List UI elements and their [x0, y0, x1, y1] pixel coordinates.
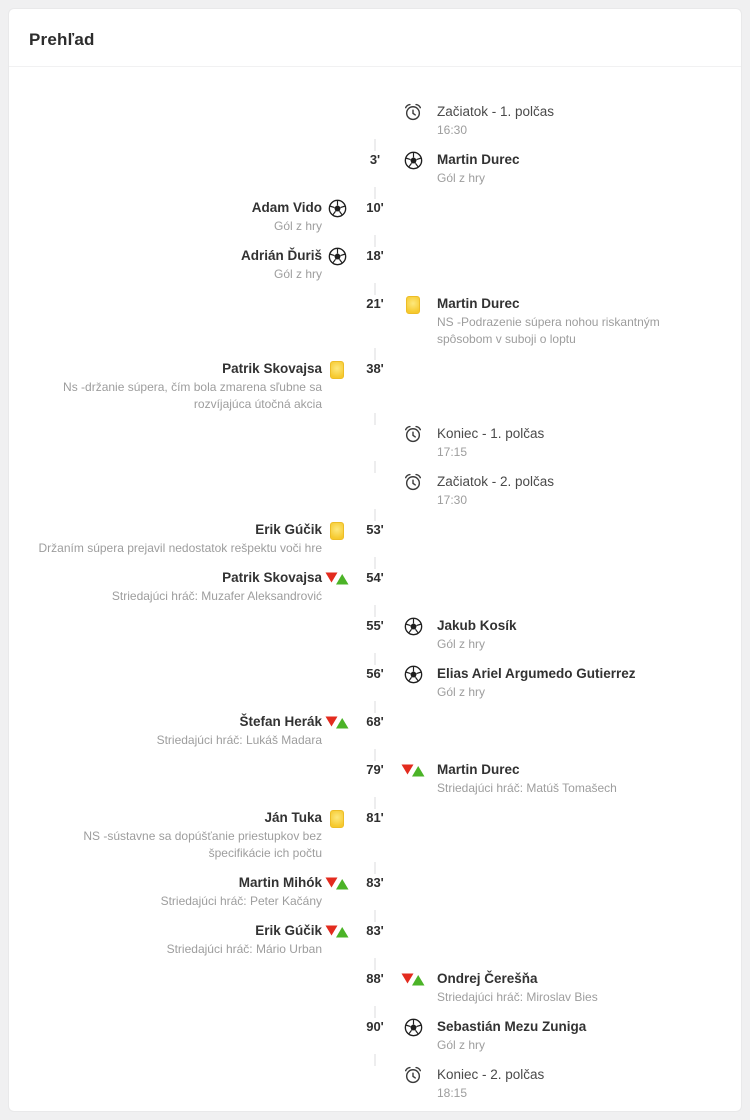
goal-icon — [400, 665, 426, 685]
icon-slot-empty — [400, 199, 426, 219]
event-description: Striedajúci hráč: Muzafer Aleksandrović — [111, 589, 322, 603]
icon-slot-empty — [324, 617, 350, 637]
icon-slot-empty — [400, 874, 426, 894]
timeline-event — [33, 521, 717, 557]
event-description: Gól z hry — [437, 171, 486, 185]
event-description: Ns -držanie súpera, čím bola zmarena sľubne sa rozvíjajúca útočná akcia — [63, 380, 322, 411]
event-text — [33, 521, 324, 557]
icon-slot-empty — [400, 247, 426, 267]
event-text — [426, 761, 717, 797]
player-name: Erik Gúčik — [255, 923, 322, 938]
period-time: 17:30 — [437, 493, 468, 507]
minute-label: 83' — [366, 923, 384, 938]
player-name: Adam Vido — [251, 200, 322, 215]
event-text — [33, 874, 324, 910]
player-name: Elias Ariel Argumedo Gutierrez — [437, 666, 636, 681]
timeline-event — [33, 199, 717, 235]
player-name: Ondrej Čerešňa — [437, 971, 538, 986]
event-text — [426, 665, 717, 701]
timeline-event — [33, 103, 717, 139]
substitution-icon — [400, 761, 426, 781]
minute-label: 55' — [366, 618, 384, 633]
event-text — [426, 617, 717, 653]
timeline-event — [33, 970, 717, 1006]
event-description: NS -sústavne sa dopúšťanie priestupkov bez špecifikácie ich počtu — [83, 829, 322, 860]
period-label: Koniec - 1. polčas — [437, 426, 545, 441]
event-description: Gól z hry — [437, 637, 486, 651]
icon-slot-empty — [324, 103, 350, 123]
substitution-icon — [324, 569, 350, 589]
timeline-event — [33, 247, 717, 283]
event-text — [426, 151, 717, 187]
period-label: Začiatok - 1. polčas — [437, 104, 555, 119]
event-text — [33, 360, 324, 413]
icon-slot-empty — [400, 360, 426, 380]
player-name: Martin Mihók — [238, 875, 322, 890]
overview-card — [8, 8, 742, 1112]
minute-label: 81' — [366, 810, 384, 825]
period-label: Koniec - 2. polčas — [437, 1067, 545, 1082]
timeline-event — [33, 569, 717, 605]
timeline-event — [33, 473, 717, 509]
goal-icon — [400, 617, 426, 637]
event-text — [33, 713, 324, 749]
timeline-event — [33, 360, 717, 413]
minute-label: 79' — [366, 762, 384, 777]
event-description: Striedajúci hráč: Lukáš Madara — [156, 733, 322, 747]
goal-icon — [400, 151, 426, 171]
minute-label: 21' — [366, 296, 384, 311]
page-title: Prehľad — [29, 30, 95, 49]
event-text — [33, 247, 324, 283]
event-description: Gól z hry — [437, 1038, 486, 1052]
timeline-event — [33, 425, 717, 461]
event-text — [426, 425, 717, 461]
card-header — [9, 9, 741, 67]
substitution-icon — [324, 922, 350, 942]
timeline-event — [33, 922, 717, 958]
minute-label: 54' — [366, 570, 384, 585]
player-name: Ján Tuka — [264, 810, 322, 825]
timeline-event — [33, 1018, 717, 1054]
player-name: Martin Durec — [437, 152, 520, 167]
minute-label: 90' — [366, 1019, 384, 1034]
timeline-event — [33, 809, 717, 862]
event-description: Gól z hry — [273, 219, 322, 233]
timeline-event — [33, 295, 717, 348]
player-name: Jakub Kosík — [437, 618, 517, 633]
event-text — [426, 1018, 717, 1054]
minute-label: 3' — [369, 152, 381, 167]
event-description: Gól z hry — [437, 685, 486, 699]
icon-slot-empty — [324, 425, 350, 445]
event-text — [426, 473, 717, 509]
period-time: 17:15 — [437, 445, 468, 459]
goal-icon — [324, 247, 350, 267]
clock-icon — [400, 103, 426, 123]
event-description: Držaním súpera prejavil nedostatok rešpektu voči hre — [38, 541, 322, 555]
goal-icon — [400, 1018, 426, 1038]
player-name: Erik Gúčik — [255, 522, 322, 537]
substitution-icon — [400, 970, 426, 990]
clock-icon — [400, 1066, 426, 1086]
clock-icon — [400, 473, 426, 493]
player-name: Patrik Skovajsa — [222, 361, 322, 376]
player-name: Patrik Skovajsa — [222, 570, 322, 585]
icon-slot-empty — [324, 1018, 350, 1038]
player-name: Štefan Herák — [239, 714, 322, 729]
event-text — [426, 970, 717, 1006]
timeline-event — [33, 1066, 717, 1102]
timeline-event — [33, 874, 717, 910]
minute-label: 38' — [366, 361, 384, 376]
yellow-card-icon — [324, 809, 350, 829]
icon-slot-empty — [400, 521, 426, 541]
period-time: 18:15 — [437, 1086, 468, 1100]
timeline-event — [33, 617, 717, 653]
goal-icon — [324, 199, 350, 219]
player-name: Adrián Ďuriš — [240, 248, 322, 263]
event-description: Gól z hry — [273, 267, 322, 281]
timeline-event — [33, 665, 717, 701]
event-text — [33, 569, 324, 605]
yellow-card-icon — [324, 360, 350, 380]
event-text — [33, 199, 324, 235]
yellow-card-icon — [400, 295, 426, 315]
period-label: Začiatok - 2. polčas — [437, 474, 555, 489]
event-description: Striedajúci hráč: Miroslav Bies — [437, 990, 598, 1004]
event-text — [33, 809, 324, 862]
icon-slot-empty — [400, 569, 426, 589]
icon-slot-empty — [324, 761, 350, 781]
icon-slot-empty — [324, 151, 350, 171]
icon-slot-empty — [324, 665, 350, 685]
event-description: Striedajúci hráč: Mário Urban — [166, 942, 322, 956]
player-name: Sebastián Mezu Zuniga — [437, 1019, 587, 1034]
icon-slot-empty — [400, 809, 426, 829]
minute-label: 88' — [366, 971, 384, 986]
event-text — [33, 922, 324, 958]
timeline-event — [33, 761, 717, 797]
event-description: Striedajúci hráč: Peter Kačány — [160, 894, 322, 908]
substitution-icon — [324, 874, 350, 894]
player-name: Martin Durec — [437, 762, 520, 777]
icon-slot-empty — [324, 970, 350, 990]
icon-slot-empty — [400, 713, 426, 733]
event-description: Striedajúci hráč: Matúš Tomašech — [437, 781, 617, 795]
yellow-card-icon — [324, 521, 350, 541]
minute-label: 56' — [366, 666, 384, 681]
event-text — [426, 103, 717, 139]
period-time: 16:30 — [437, 123, 468, 137]
event-description: NS -Podrazenie súpera nohou riskantným spôsobom v suboji o loptu — [437, 315, 660, 346]
minute-label: 18' — [366, 248, 384, 263]
minute-label: 68' — [366, 714, 384, 729]
minute-label: 10' — [366, 200, 384, 215]
minute-label: 53' — [366, 522, 384, 537]
icon-slot-empty — [324, 1066, 350, 1086]
minute-label: 83' — [366, 875, 384, 890]
event-text — [426, 295, 717, 348]
clock-icon — [400, 425, 426, 445]
timeline-event — [33, 713, 717, 749]
timeline-event — [33, 151, 717, 187]
icon-slot-empty — [324, 473, 350, 493]
event-text — [426, 1066, 717, 1102]
substitution-icon — [324, 713, 350, 733]
icon-slot-empty — [324, 295, 350, 315]
player-name: Martin Durec — [437, 296, 520, 311]
match-timeline — [9, 67, 741, 1112]
icon-slot-empty — [400, 922, 426, 942]
